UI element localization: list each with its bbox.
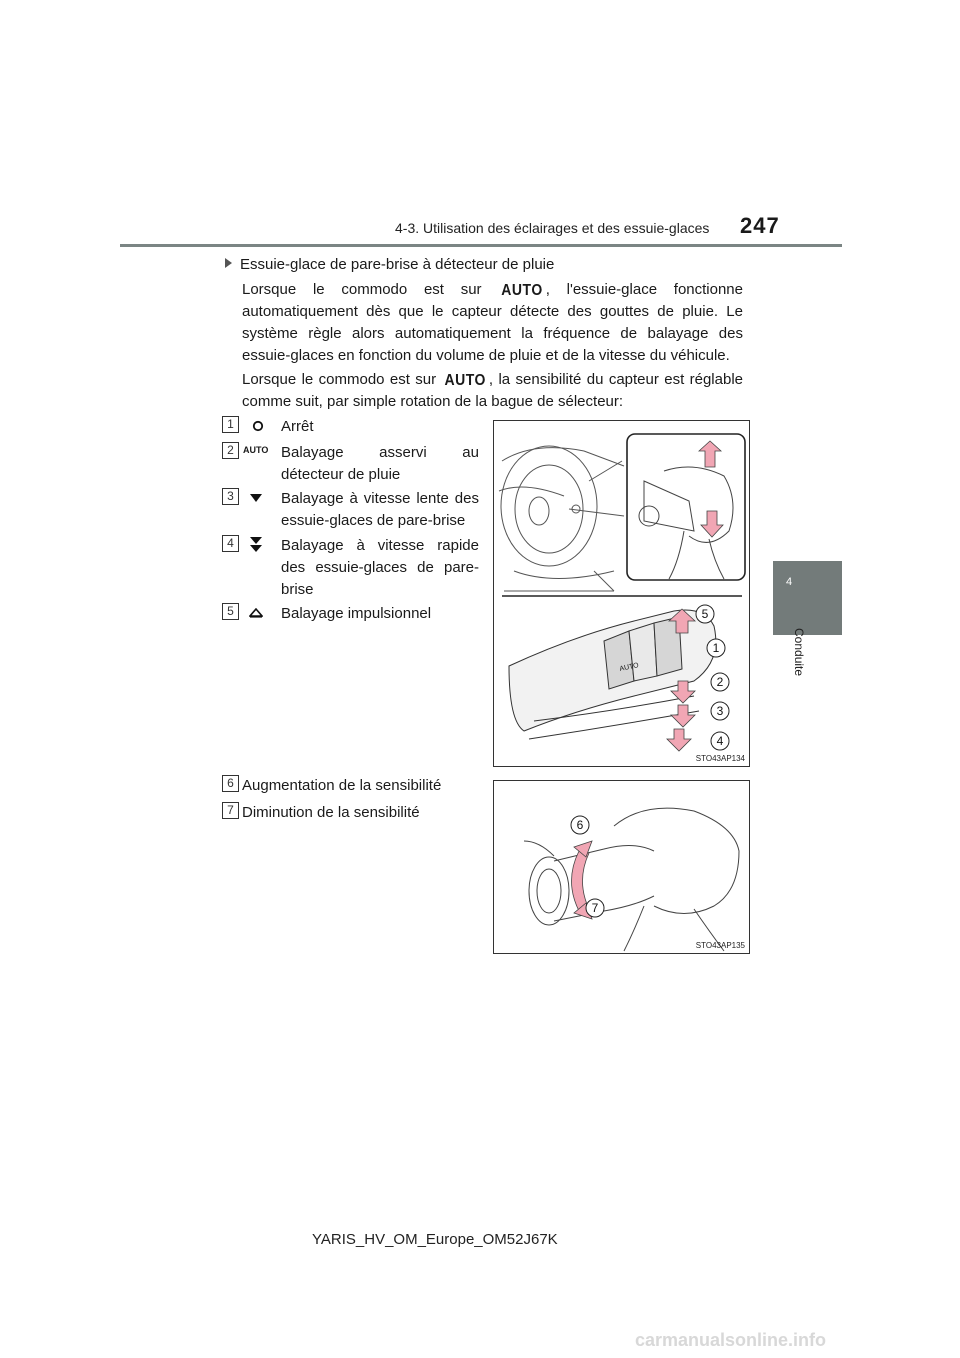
item-number-badge: 7 [222, 802, 239, 819]
figure-code: STO43AP134 [695, 754, 745, 763]
paragraph-2-rest: , la sensibilité du capteur est réglable comme suit, par simple rotation de la bague de sélecteur: [242, 371, 744, 410]
item-number-badge: 4 [222, 535, 239, 552]
knob-auto-label: AUTO [618, 662, 640, 673]
figure-wiper-lever [493, 420, 750, 767]
item-number-badge: 1 [222, 416, 239, 433]
item-number-badge: 3 [222, 488, 239, 505]
item-number-badge: 5 [222, 603, 239, 620]
paragraph-2-lead: Lorsque le commodo est sur [242, 371, 437, 388]
item-label: Balayage à vitesse rapide des essuie-glaces de pare-brise [281, 537, 479, 598]
item-label: Augmentation de la sensibilité [242, 777, 442, 794]
section-heading [225, 256, 554, 273]
bullet-triangle-icon [225, 258, 232, 268]
callout-5: 5 [701, 607, 709, 621]
paragraph-2 [242, 368, 743, 413]
off-circle-icon [248, 418, 268, 434]
item-label: Diminution de la sensibilité [242, 804, 420, 821]
callout-6: 6 [576, 818, 584, 832]
callout-3: 3 [716, 704, 724, 718]
auto-symbol-icon: AUTO [444, 369, 486, 389]
item-number-badge: 2 [222, 442, 239, 459]
auto-symbol-icon: AUTO [501, 279, 543, 299]
wiper-lever-illustration [494, 421, 749, 766]
figure-code: STO43AP135 [695, 941, 745, 950]
sensitivity-ring-illustration [494, 781, 749, 953]
page-number: 247 [740, 213, 780, 238]
item-number-badge: 6 [222, 775, 239, 792]
item-label: Balayage asservi au détecteur de pluie [281, 444, 479, 483]
figure-sensitivity-ring [493, 780, 750, 954]
paragraph-1-rest: , l'essuie-glace fonctionne automatiquement dès que le capteur détecte des gouttes de pluie. Le système règle alors automatiquement la fréquence de balayage des essuie-glaces en fonction du volume de pluie et de la vitesse du véhicule. [242, 281, 743, 364]
chapter-tab-label: Conduite [792, 628, 806, 677]
auto-icon: AUTO [243, 445, 269, 455]
mist-up-triangle-icon [246, 605, 266, 621]
item-label: Balayage impulsionnel [281, 605, 432, 622]
chapter-tab-number: 4 [786, 576, 793, 588]
item-label: Balayage à vitesse lente des essuie-glaces de pare-brise [281, 490, 479, 529]
header-title: 4-3. Utilisation des éclairages et des essuie-glaces [395, 220, 710, 236]
callout-2: 2 [716, 675, 724, 689]
paragraph-1-lead: Lorsque le commodo est sur [242, 281, 482, 298]
item-label: Arrêt [281, 418, 314, 435]
single-down-triangle-icon [246, 490, 266, 506]
section-heading-text: Essuie-glace de pare-brise à détecteur de pluie [240, 256, 555, 273]
watermark: carmanualsonline.info [635, 1330, 827, 1350]
header-rule [120, 244, 842, 247]
callout-1: 1 [712, 641, 720, 655]
callout-7: 7 [591, 901, 599, 915]
double-down-triangle-icon [246, 535, 266, 555]
footer-doc-id: YARIS_HV_OM_Europe_OM52J67K [312, 1231, 558, 1248]
callout-4: 4 [716, 734, 724, 748]
paragraph-1 [242, 278, 743, 367]
chapter-tab [773, 561, 842, 635]
